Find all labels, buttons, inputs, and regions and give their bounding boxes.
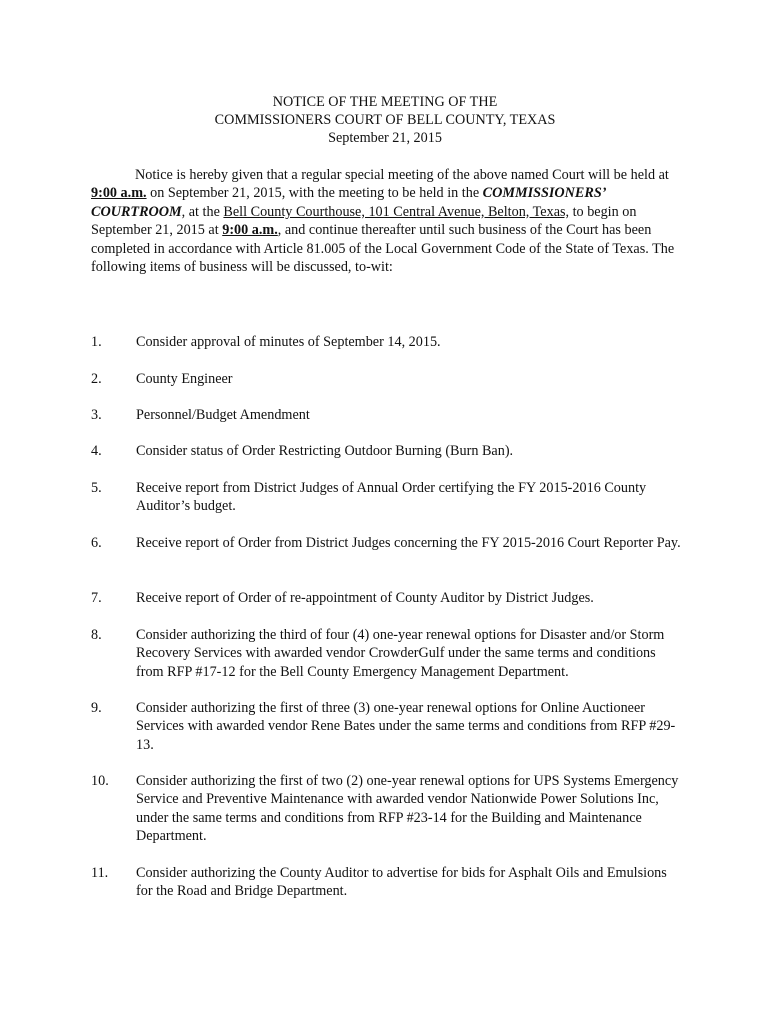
item-text: Receive report from District Judges of Annual Order certifying the FY 2015-2016 County Auditor’s budget. <box>136 480 647 515</box>
notice-text: on September 21, 2015, with the meeting to be held in the <box>146 185 483 202</box>
item-text: Consider status of Order Restricting Outdoor Burning (Burn Ban). <box>136 443 514 459</box>
meeting-address: Bell County Courthouse, 101 Central Avenue, Belton, Texas, <box>223 203 570 220</box>
header-subtitle: COMMISSIONERS COURT OF BELL COUNTY, TEXAS <box>214 112 556 128</box>
item-number: 3. <box>91 407 102 423</box>
item-text: Receive report of Order from District Judges concerning the FY 2015-2016 Court Reporter Pay. <box>136 535 681 551</box>
meeting-location: COMMISSIONERS’ COURTROOM <box>91 185 606 220</box>
notice-paragraph <box>91 166 681 276</box>
header-date: September 21, 2015 <box>328 130 442 146</box>
item-text: Receive report of Order of re-appointment of County Auditor by District Judges. <box>136 590 594 606</box>
meeting-time: 9:00 a.m. <box>91 185 147 202</box>
item-number: 9. <box>91 700 102 716</box>
notice-text: to begin on September 21, 2015 at <box>91 203 637 239</box>
item-text: Consider approval of minutes of September 14, 2015. <box>136 334 441 350</box>
item-text: Consider authorizing the County Auditor to advertise for bids for Asphalt Oils and Emulsions for the Road and Bridge Department. <box>136 865 667 900</box>
item-number: 5. <box>91 480 102 496</box>
notice-text: , at the <box>181 203 224 220</box>
notice-text: , and continue thereafter until such business of the Court has been completed in accordance with Article 81.005 of the Local Government Code of the State of Texas. The following items of business will be discussed, to-wit: <box>91 222 675 276</box>
item-text: Consider authorizing the third of four (4) one-year renewal options for Disaster and/or Storm Recovery Services with awarded vendor CrowderGulf under the same terms and conditions from RFP #17-12 for the Bell County Emergency Management Department. <box>136 627 665 680</box>
header-title: NOTICE OF THE MEETING OF THE <box>272 94 498 110</box>
item-number: 4. <box>91 443 102 459</box>
item-number: 8. <box>91 627 102 643</box>
item-number: 7. <box>91 590 102 606</box>
item-text: Personnel/Budget Amendment <box>136 407 310 423</box>
notice-text: Notice is hereby given that a regular special meeting of the above named Court will be held at <box>135 167 669 183</box>
item-text: County Engineer <box>136 371 233 387</box>
item-number: 2. <box>91 371 102 387</box>
item-number: 10. <box>91 773 109 789</box>
item-number: 6. <box>91 535 102 551</box>
item-number: 11. <box>91 865 109 881</box>
item-text: Consider authorizing the first of three (3) one-year renewal options for Online Auctioneer Services with awarded vendor Rene Bates under the same terms and conditions from RFP #29-13. <box>136 700 676 753</box>
item-text: Consider authorizing the first of two (2) one-year renewal options for UPS Systems Emergency Service and Preventive Maintenance with awarded vendor Nationwide Power Solutions Inc, under the same terms and conditions from RFP #23-14 for the Building and Maintenance Department. <box>136 773 679 845</box>
item-number: 1. <box>91 334 102 350</box>
notice-header <box>0 93 770 147</box>
meeting-time: 9:00 a.m. <box>222 222 278 239</box>
